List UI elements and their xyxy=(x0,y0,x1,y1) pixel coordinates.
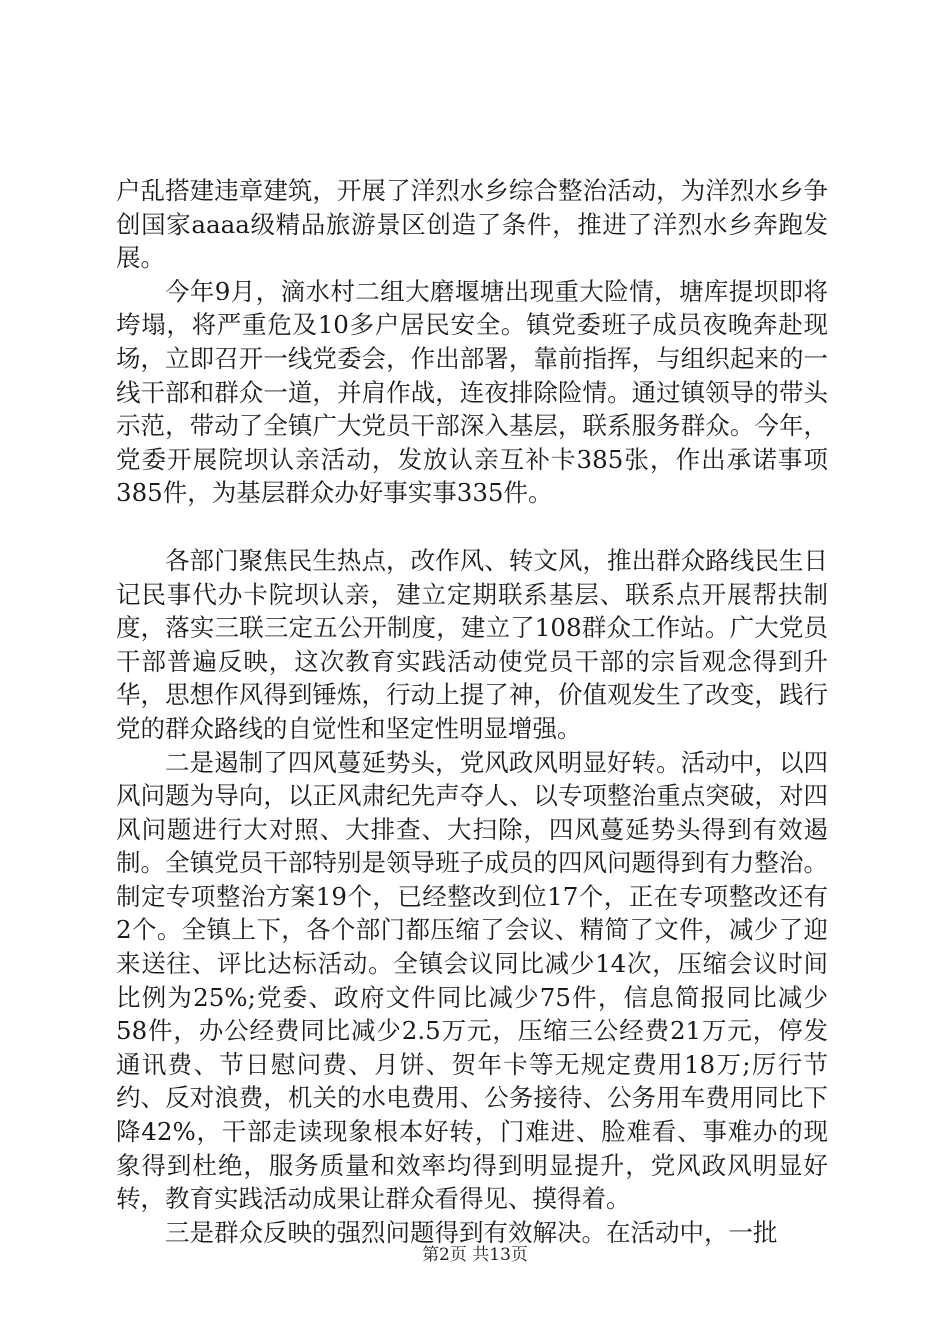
paragraph-four-winds: 二是遏制了四风蔓延势头，党风政风明显好转。活动中，以四风问题为导向，以正风肃纪先声夺人、以专项整治重点突破，对四风问题进行大对照、大排查、大扫除，四风蔓延势头得到有效遏制。全镇党员干部特别是领导班子成员的四风问题得到有力整治。制定专项整治方案19个，已经整改到位17个，正在专项整改还有2个。全镇上下，各个部门都压缩了会议、精简了文件，减少了迎来送往、评比达标活动。全镇会议同比减少14次，压缩会议时间比例为25%;党委、政府文件同比减少75件，信息简报同比减少58件，办公经费同比减少2.5万元，压缩三公经费21万元，停发通讯费、节日慰问费、月饼、贺年卡等无规定费用18万;厉行节约、反对浪费，机关的水电费用、公务接待、公务用车费用同比下降42%，干部走读现象根本好转，门难进、脸难看、事难办的现象得到杜绝，服务质量和效率均得到明显提升，党风政风明显好转，教育实践活动成果让群众看得见、摸得着。 xyxy=(116,747,828,1214)
paragraph-gap xyxy=(116,510,828,544)
paragraph-departments: 各部门聚焦民生热点，改作风、转文风，推出群众路线民生日记民事代办卡院坝认亲，建立定期联系基层、联系点开展帮扶制度，落实三联三定五公开制度，建立了108群众工作站。广大党员干部普遍反映，这次教育实践活动使党员干部的宗旨观念得到升华，思想作风得到锤炼，行动上提了神，价值观发生了改变，践行党的群众路线的自觉性和坚定性明显增强。 xyxy=(116,545,828,743)
paragraph-dike-rescue: 今年9月，滴水村二组大磨堰塘出现重大险情，塘库提坝即将垮塌，将严重危及10多户居民安全。镇党委班子成员夜晚奔赴现场，立即召开一线党委会，作出部署，靠前指挥，与组织起来的一线干部和群众一道，并肩作战，连夜排除险情。通过镇领导的带头示范，带动了全镇广大党员干部深入基层，联系服务群众。今年，党委开展院坝认亲活动，发放认亲互补卡385张，作出承诺事项385件，为基层群众办好事实事335件。 xyxy=(116,276,828,508)
paragraph-continuation: 户乱搭建违章建筑，开展了洋烈水乡综合整治活动，为洋烈水乡争创国家aaaa级精品旅游景区创造了条件，推进了洋烈水乡奔跑发展。 xyxy=(116,176,828,273)
paragraph-issues-resolved: 三是群众反映的强烈问题得到有效解决。在活动中，一批 xyxy=(165,1217,778,1247)
page-number-footer: 第2页 共13页 xyxy=(422,1245,528,1265)
document-body xyxy=(116,174,828,1249)
